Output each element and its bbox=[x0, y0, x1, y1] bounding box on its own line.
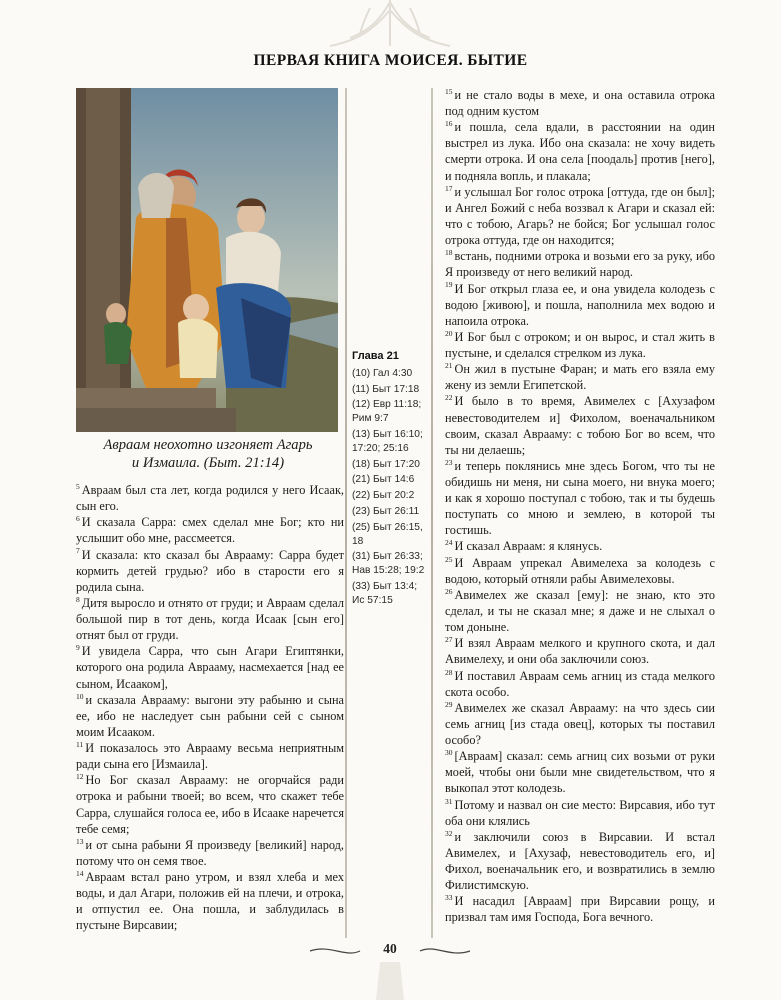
verse-number: 28 bbox=[445, 667, 453, 677]
verse-text: Он жил в пустыне Фаран; и мать его взяла ему жену из земли Египетской. bbox=[445, 362, 715, 393]
verse-text: [Авраам] сказал: семь агниц сих возьми от руки моей, чтобы они были мне свидетельством, что я выкопал этот колодезь. bbox=[445, 749, 715, 796]
verse-text: И сказал Авраам: я клянусь. bbox=[454, 539, 603, 554]
verse bbox=[445, 361, 715, 393]
verse-text: и от сына рабыни Я произведу [великий] народ, потому что он семя твое. bbox=[76, 837, 344, 868]
verse bbox=[445, 668, 715, 700]
verse bbox=[445, 393, 715, 457]
verse-number: 23 bbox=[445, 457, 453, 467]
verse-number: 16 bbox=[445, 119, 453, 129]
right-text-column bbox=[445, 87, 715, 926]
verse-text: и услышал Бог голос отрока [оттуда, где он был]; и Ангел Божий с неба воззвал к Агари и сказал ей: что с тобою, Агарь? не бойся; Бог услышал голос отрока оттуда, где он находится; bbox=[445, 184, 715, 248]
verse-number: 29 bbox=[445, 699, 453, 709]
verse bbox=[445, 119, 715, 183]
verse bbox=[445, 700, 715, 748]
verse-text: Но Бог сказал Аврааму: не огорчайся ради отрока и рабыни твоей; во всем, что скажет тебе Сарра, слушайся голоса ее, ибо в Исааке наречется тебе семя; bbox=[76, 773, 344, 836]
verse-number: 12 bbox=[76, 772, 84, 782]
reference-item: (21) Быт 14:6 bbox=[352, 474, 415, 486]
verse bbox=[445, 797, 715, 829]
reference-item: (31) Быт 26:33; Нав 15:28; 19:2 bbox=[352, 551, 425, 577]
verse-number: 27 bbox=[445, 635, 453, 645]
reference-item: (33) Быт 13:4; Ис 57:15 bbox=[352, 580, 418, 606]
verse-number: 24 bbox=[445, 538, 453, 548]
caption-line-1: Авраам неохотно изгоняет Агарь bbox=[103, 437, 313, 453]
reference-item: (11) Быт 17:18 bbox=[352, 383, 420, 395]
verse-number: 20 bbox=[445, 328, 453, 338]
verse-text: Авимелех же сказал Аврааму: на что здесь сии семь агниц [из стада овец], которых ты поставил особо? bbox=[445, 700, 715, 748]
verse bbox=[76, 772, 344, 836]
verse bbox=[76, 547, 344, 595]
verse-text: и заключили союз в Вирсавии. И встал Авимелех, и [Ахузаф, невестоводитель его, и] Фихол, военачальник его, и возвратились в землю Филистимскую. bbox=[445, 829, 715, 893]
reference-item: (22) Быт 20:2 bbox=[352, 490, 415, 502]
verse-text: Дитя выросло и отнято от груди; и Авраам сделал большой пир в тот день, когда Исаак [сын его] отнят был от груди. bbox=[76, 595, 344, 643]
verse bbox=[445, 281, 715, 329]
painting-image bbox=[76, 88, 338, 432]
verse bbox=[76, 740, 344, 772]
verse-text: И поставил Авраам семь агниц из стада мелкого скота особо. bbox=[445, 668, 715, 699]
verse-number: 30 bbox=[445, 748, 453, 758]
reference-item: (25) Быт 26:15, 18 bbox=[352, 521, 423, 547]
reference-item: (13) Быт 16:10; 17:20; 25:16 bbox=[352, 428, 423, 454]
verse-number: 33 bbox=[445, 893, 453, 903]
verse-number: 18 bbox=[445, 248, 453, 258]
verse-number: 32 bbox=[445, 828, 453, 838]
left-text-column bbox=[76, 482, 344, 934]
verse-number: 25 bbox=[445, 554, 453, 564]
verse-number: 26 bbox=[445, 586, 453, 596]
verse bbox=[445, 748, 715, 796]
verse-number: 5 bbox=[76, 481, 80, 491]
column-divider-left bbox=[345, 88, 347, 938]
verse-text: Авраам был ста лет, когда родился у него Исаак, сын его. bbox=[76, 483, 344, 514]
verse-number: 8 bbox=[76, 594, 80, 604]
verse-number: 7 bbox=[76, 546, 80, 556]
verse-text: И взял Авраам мелкого и крупного скота, и дал Авимелеху, и они оба заключили союз. bbox=[445, 636, 715, 667]
verse bbox=[445, 538, 715, 554]
reference-item: (23) Быт 26:11 bbox=[352, 505, 420, 517]
verse-text: встань, подними отрока и возьми его за руку, ибо Я произведу от него великий народ. bbox=[445, 249, 715, 280]
verse-text: И сказала: кто сказал бы Аврааму: Сарра будет кормить детей грудью? ибо в старости его я родила сына. bbox=[76, 547, 344, 594]
verse-number: 13 bbox=[76, 836, 84, 846]
verse-text: И сказала Сарра: смех сделал мне Бог; кто ни услышит обо мне, рассмеется. bbox=[76, 515, 344, 546]
page-number: 40 bbox=[383, 941, 397, 956]
verse bbox=[445, 587, 715, 635]
verse bbox=[445, 893, 715, 925]
verse-number: 31 bbox=[445, 796, 453, 806]
verse bbox=[445, 87, 715, 119]
verse-number: 11 bbox=[76, 739, 84, 749]
reference-item: (12) Евр 11:18; Рим 9:7 bbox=[352, 399, 422, 425]
verse-number: 19 bbox=[445, 280, 453, 290]
verse-text: и сказала Аврааму: выгони эту рабыню и сына ее, ибо не наследует сын рабыни сей с сыном моим Исааком. bbox=[76, 692, 344, 739]
verse bbox=[445, 184, 715, 248]
reference-item: (10) Гал 4:30 bbox=[352, 367, 413, 379]
references-title: Глава 21 bbox=[352, 350, 399, 362]
verse bbox=[76, 692, 344, 740]
verse bbox=[445, 248, 715, 280]
painting-illustration bbox=[76, 88, 338, 432]
verse-number: 15 bbox=[445, 86, 453, 96]
verse-number: 6 bbox=[76, 514, 80, 524]
verse-text: Потому и назвал он сие место: Вирсавия, ибо тут оба они клялись bbox=[445, 797, 715, 828]
verse bbox=[76, 482, 344, 514]
verse-number: 9 bbox=[76, 643, 80, 653]
verse-text: И Бог был с отроком; и он вырос, и стал жить в пустыне, и сделался стрелком из лука. bbox=[445, 329, 715, 360]
verse-text: Авраам встал рано утром, и взял хлеба и мех воды, и дал Агари, положив ей на плечи, и отрока, и отпустил ее. Она пошла, и заблудилась в пустыне Вирсавии; bbox=[76, 870, 344, 933]
verse bbox=[76, 837, 344, 869]
verse-text: И показалось это Аврааму весьма неприятным ради сына его [Измаила]. bbox=[76, 741, 344, 772]
verse bbox=[76, 869, 344, 933]
column-divider-right bbox=[431, 88, 433, 938]
verse-number: 22 bbox=[445, 393, 453, 403]
verse-number: 17 bbox=[445, 183, 453, 193]
verse bbox=[76, 643, 344, 691]
verse-text: и теперь поклянись мне здесь Богом, что ты не обидишь ни меня, ни сына моего, ни внука моего; и как я хорошо поступал с тобою, так и ты будешь поступать со мною и землею, в которой ты гостишь. bbox=[445, 458, 715, 538]
verse-text: Авимелех же сказал [ему]: не знаю, кто это сделал, и ты не сказал мне; я даже и не слыхал о том доныне. bbox=[445, 587, 715, 635]
verse-text: и пошла, села вдали, в расстоянии на один выстрел из лука. Ибо она сказала: не хочу видеть смерти отрока. И она села [поодаль] против [него], и подняла вопль, и плакала; bbox=[445, 120, 715, 183]
verse bbox=[445, 829, 715, 893]
verse-number: 14 bbox=[76, 869, 84, 878]
verse-text: И Бог открыл глаза ее, и она увидела колодезь с водою [живою], и пошла, наполнила мех водою и напоила отрока. bbox=[445, 281, 715, 328]
verse-text: И насадил [Авраам] при Вирсавии рощу, и призвал там имя Господа, Бога вечного. bbox=[445, 894, 715, 925]
page-title: ПЕРВАЯ КНИГА МОИСЕЯ. БЫТИЕ bbox=[253, 52, 528, 69]
verse bbox=[76, 514, 344, 546]
verse-number: 10 bbox=[76, 691, 84, 701]
verse-text: И увидела Сарра, что сын Агари Египтянки, которого она родила Аврааму, насмехается [над ее сыном, Исааком], bbox=[76, 644, 344, 691]
figure-caption bbox=[70, 436, 346, 472]
header-ornament bbox=[290, 0, 490, 60]
verse-text: И было в то время, Авимелех с [Ахузафом невестоводителем и] Фихолом, военачальником своим, сказал Аврааму: с тобою Бог во всем, что ты ни делаешь; bbox=[445, 394, 715, 457]
footer-pedestal-ornament bbox=[360, 962, 420, 1000]
verse bbox=[445, 458, 715, 538]
verse-text: И Авраам упрекал Авимелеха за колодезь с водою, который отняли рабы Авимелеховы. bbox=[445, 555, 715, 586]
verse bbox=[445, 329, 715, 361]
verse bbox=[445, 635, 715, 667]
caption-line-2: и Измаила. (Быт. 21:14) bbox=[131, 455, 285, 471]
verse bbox=[76, 595, 344, 643]
verse-number: 21 bbox=[445, 361, 453, 371]
reference-item: (18) Быт 17:20 bbox=[352, 458, 420, 470]
verse bbox=[445, 555, 715, 587]
verse-text: и не стало воды в мехе, и она оставила отрока под одним кустом bbox=[445, 88, 715, 119]
cross-references bbox=[352, 350, 430, 610]
